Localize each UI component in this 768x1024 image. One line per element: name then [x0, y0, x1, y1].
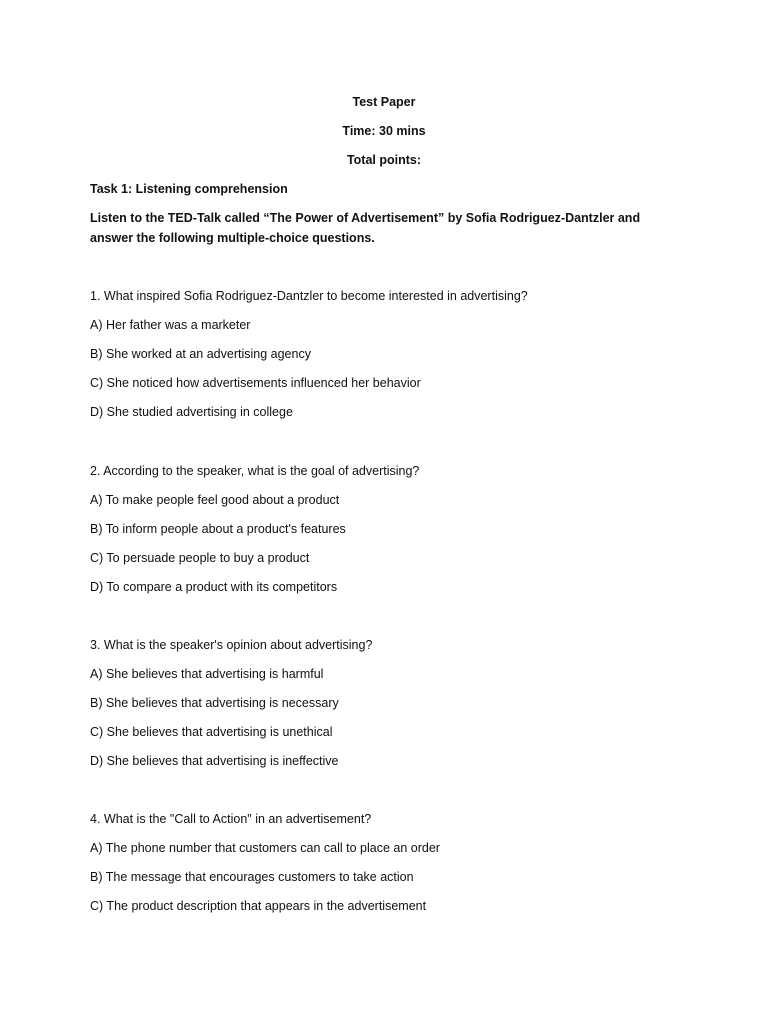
question-text: 1. What inspired Sofia Rodriguez-Dantzler to become interested in advertising? [90, 289, 528, 303]
answer-option: C) She believes that advertising is unethical [90, 725, 333, 739]
answer-option: D) To compare a product with its competitors [90, 580, 338, 594]
answer-option: B) To inform people about a product's features [90, 522, 346, 536]
total-points: Total points: [346, 153, 422, 167]
answer-option: C) The product description that appears in the advertisement [90, 899, 427, 913]
answer-option: D) She believes that advertising is ineffective [90, 754, 339, 768]
task-instructions: Listen to the TED-Talk called “The Power of Advertisement” by Sofia Rodriguez-Dantzler and answer the following multiple-choice questions. [90, 211, 641, 245]
document-title: Test Paper [352, 95, 416, 109]
question-text: 2. According to the speaker, what is the goal of advertising? [90, 464, 420, 478]
question-text: 3. What is the speaker's opinion about advertising? [90, 638, 373, 652]
answer-option: D) She studied advertising in college [90, 405, 293, 419]
question-1 [90, 288, 690, 433]
answer-option: A) Her father was a marketer [90, 318, 251, 332]
answer-option: B) The message that encourages customers to take action [90, 870, 414, 884]
answer-option: C) To persuade people to buy a product [90, 551, 310, 565]
answer-option: B) She believes that advertising is necessary [90, 696, 339, 710]
answer-option: A) To make people feel good about a product [90, 493, 340, 507]
question-4 [90, 811, 690, 927]
question-3 [90, 637, 690, 782]
question-text: 4. What is the "Call to Action" in an advertisement? [90, 812, 372, 826]
question-2 [90, 463, 690, 608]
answer-option: A) The phone number that customers can call to place an order [90, 841, 440, 855]
time-limit: Time: 30 mins [342, 124, 426, 138]
answer-option: C) She noticed how advertisements influenced her behavior [90, 376, 421, 390]
answer-option: B) She worked at an advertising agency [90, 347, 311, 361]
answer-option: A) She believes that advertising is harmful [90, 667, 324, 681]
task-heading: Task 1: Listening comprehension [90, 182, 288, 196]
